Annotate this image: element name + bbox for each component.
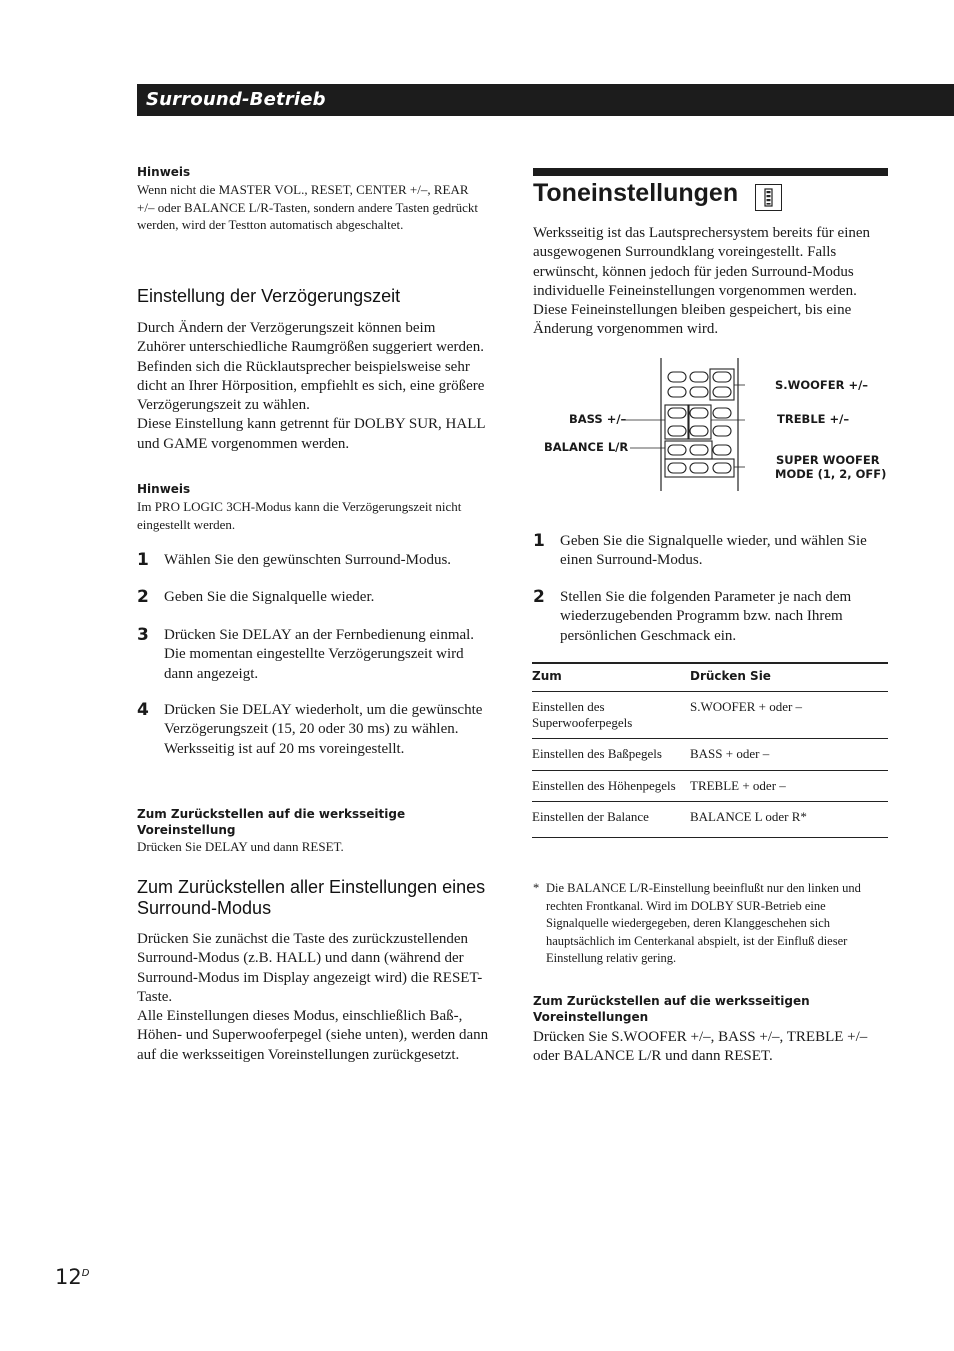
page-number-value: 12 — [55, 1265, 82, 1289]
delay-paragraph-2: Diese Einstellung kann getrennt für DOLBY SUR, HALL und GAME vorgenommen werden. — [137, 416, 485, 452]
remote-control-icon-glyph — [756, 185, 781, 210]
reset-all-heading-line2: Surround-Modus — [137, 898, 272, 918]
section-title: Surround-Betrieb — [146, 89, 326, 110]
table-header-row — [532, 663, 888, 692]
label-balance: BALANCE L/R — [544, 440, 629, 454]
reset-all-paragraph-2: Alle Einstellungen dieses Modus, einschließlich Baß-, Höhen- und Superwooferpegel (siehe unten), werden dann auf die werksseitigen Voreinstellungen zurückgesetzt. — [137, 1008, 489, 1063]
tone-reset-heading-line2: Voreinstellungen — [533, 1010, 649, 1024]
table-cell-button: BASS + oder – — [690, 739, 888, 771]
delay-step — [137, 701, 487, 759]
hinweis-label: Hinweis — [137, 482, 191, 496]
label-bass: BASS +/– — [569, 412, 627, 426]
footnote — [533, 880, 888, 968]
step-number: 4 — [137, 700, 149, 720]
remote-diagram — [625, 355, 745, 495]
delay-intro — [137, 319, 487, 454]
step-text: Stellen Sie die folgenden Parameter je nach dem wiederzugebenden Programm bzw. nach Ihrem persönlichen Geschmack ein. — [560, 589, 852, 644]
table-cell-button: S.WOOFER + oder – — [690, 692, 888, 739]
hinweis-text: Wenn nicht die MASTER VOL., RESET, CENTER +/–, REAR +/– oder BALANCE L/R-Tasten, sondern andere Tasten gedrückt werden, wird der Testton automatisch abgeschaltet. — [137, 182, 479, 232]
table-row — [532, 739, 888, 771]
step-text: Geben Sie die Signalquelle wieder, und wählen Sie einen Surround-Modus. — [560, 533, 867, 569]
hinweis-testton — [137, 164, 482, 234]
table-row — [532, 802, 888, 838]
delay-reset-heading: Zum Zurückstellen auf die werksseitige Voreinstellung — [137, 807, 406, 837]
page-number — [55, 1265, 89, 1289]
step-number: 1 — [137, 550, 149, 570]
delay-step — [137, 588, 487, 607]
tone-reset-text: Drücken Sie S.WOOFER +/–, BASS +/–, TREBLE +/– oder BALANCE L/R und dann RESET. — [533, 1029, 868, 1065]
delay-reset — [137, 806, 487, 856]
step-text: Drücken Sie DELAY an der Fernbedienung einmal. Die momentan eingestellte Verzögerungszeit wird dann angezeigt. — [164, 627, 475, 682]
tone-intro: Werksseitig ist das Lautsprechersystem bereits für einen ausgewogenen Surroundklang voreingestellt. Falls erwünscht, können jedoch für jeden Surround-Modus individuelle Feineinstellungen vorgenommen werden. Diese Feineinstellungen bleiben gespeichert, bis eine Änderung vorgenommen wird. — [533, 225, 871, 338]
page-number-suffix: D — [81, 1268, 90, 1279]
reset-all-text — [137, 930, 492, 1065]
reset-all-heading — [137, 877, 497, 919]
step-number: 1 — [533, 531, 545, 551]
table-row — [532, 692, 888, 739]
label-super-woofer — [775, 453, 886, 481]
delay-reset-text: Drücken Sie DELAY und dann RESET. — [137, 839, 344, 854]
tone-step — [533, 532, 888, 571]
table-row — [532, 770, 888, 802]
footnote-mark: * — [533, 881, 540, 895]
step-text-main: Drücken Sie DELAY wiederholt, um die gewünschte Verzögerungszeit (15, 20 oder 30 ms) zu wählen. — [164, 702, 483, 738]
remote-control-icon — [755, 184, 782, 211]
reset-all-heading-line1: Zum Zurückstellen aller Einstellungen eines — [137, 877, 486, 897]
step-number: 2 — [137, 587, 149, 607]
table-header-druecken: Drücken Sie — [690, 663, 888, 692]
delay-step — [137, 626, 487, 684]
label-super-woofer-line1: SUPER WOOFER — [776, 453, 880, 467]
reset-all-paragraph-1: Drücken Sie zunächst die Taste des zurückzustellenden Surround-Modus (z.B. HALL) und dann (während der Surround-Modus im Display angezeigt wird) die RESET-Taste. — [137, 931, 483, 1005]
table-cell-button: TREBLE + oder – — [690, 770, 888, 802]
step-number: 2 — [533, 587, 545, 607]
page-title: Toneinstellungen — [533, 179, 739, 207]
step-number: 3 — [137, 625, 149, 645]
step-text: Wählen Sie den gewünschten Surround-Modus. — [164, 552, 452, 568]
tone-reset-heading — [533, 993, 888, 1025]
delay-paragraph-1: Durch Ändern der Verzögerungszeit können beim Zuhörer unterschiedliche Raumgrößen suggeriert werden. Befinden sich die Rücklautsprecher beispielsweise sehr dicht an Ihrer Hörposition, empfiehlt es sich, eine größere Verzögerungszeit zu wählen. — [137, 320, 485, 414]
table-header-zum: Zum — [532, 663, 690, 692]
label-swoofer: S.WOOFER +/– — [775, 378, 869, 392]
tone-step — [533, 588, 888, 646]
step-text: Geben Sie die Signalquelle wieder. — [164, 589, 375, 605]
parameter-table — [532, 662, 888, 838]
table-cell-purpose: Einstellen des Superwooferpegels — [532, 692, 690, 739]
title-rule — [533, 168, 888, 176]
hinweis-label: Hinweis — [137, 165, 191, 179]
delay-step — [137, 551, 487, 570]
hinweis-text: Im PRO LOGIC 3CH-Modus kann die Verzögerungszeit nicht eingestellt werden. — [137, 499, 462, 532]
label-super-woofer-line2: MODE (1, 2, OFF) — [775, 467, 887, 481]
table-cell-purpose: Einstellen des Höhenpegels — [532, 770, 690, 802]
table-cell-button: BALANCE L oder R* — [690, 802, 888, 838]
footnote-text: Die BALANCE L/R-Einstellung beeinflußt nur den linken und rechten Frontkanal. Wird im DOLBY SUR-Betrieb eine Signalquelle wiedergegeben, deren Klanggeschehen sich hauptsächlich im Centerkanal abspielt, ist der Einfluß dieser Einstellung relativ gering. — [546, 881, 861, 965]
step-text — [164, 701, 487, 759]
tone-reset-heading-line1: Zum Zurückstellen auf die werksseitigen — [533, 994, 810, 1008]
delay-heading: Einstellung der Verzögerungszeit — [137, 286, 401, 306]
table-cell-purpose: Einstellen der Balance — [532, 802, 690, 838]
table-cell-purpose: Einstellen des Baßpegels — [532, 739, 690, 771]
step-text-extra: Werksseitig ist auf 20 ms voreingestellt. — [164, 740, 405, 757]
hinweis-pro-logic — [137, 481, 482, 533]
label-treble: TREBLE +/– — [777, 412, 850, 426]
